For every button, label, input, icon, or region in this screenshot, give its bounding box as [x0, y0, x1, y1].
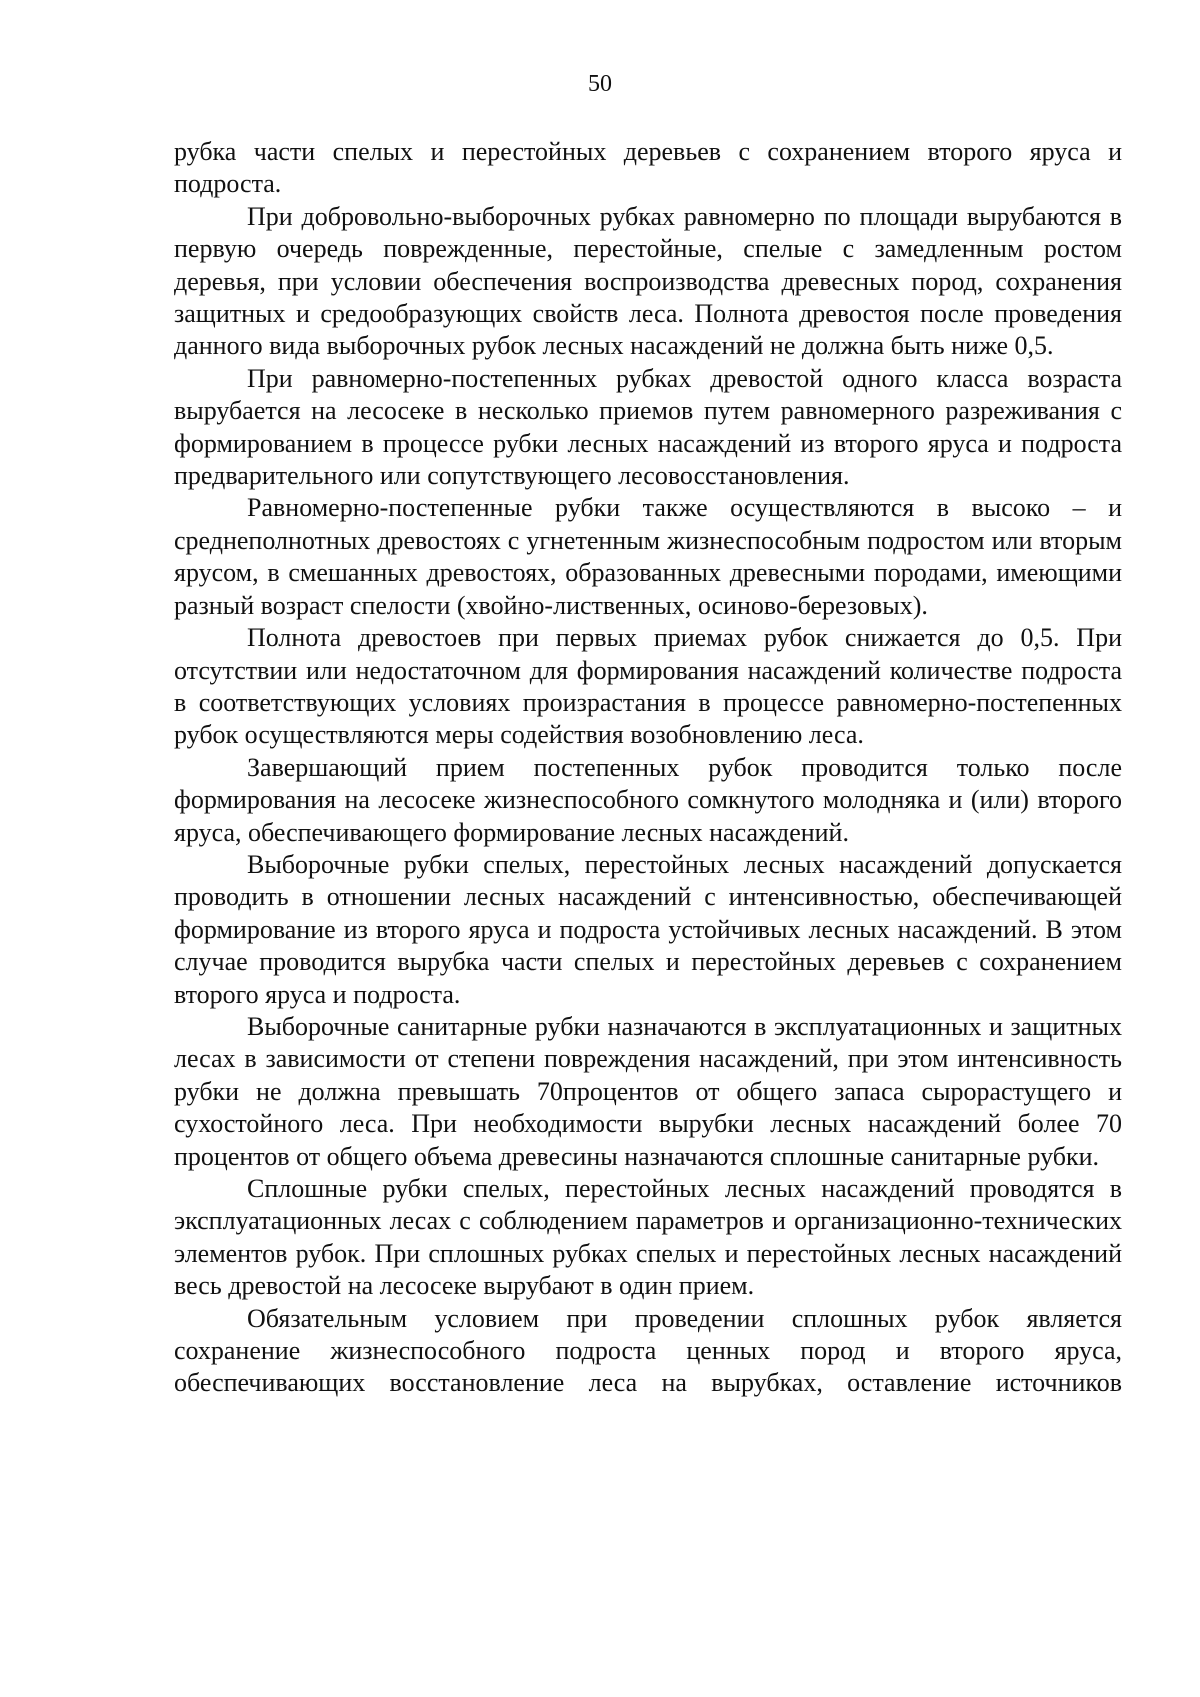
paragraph-final-gradual-felling: Завершающий прием постепенных рубок проводится только после формирования на лесосеке жизнеспособного сомкнутого молодняка и (или) второго яруса, обеспечивающего формирование лесных насаждений. [174, 752, 1122, 847]
paragraph-selective-felling: Выборочные рубки спелых, перестойных лесных насаждений допускается проводить в отношении лесных насаждений с интенсивностью, обеспечивающей формирование из второго яруса и подроста устойчивых лесных насаждений. В этом случае проводится вырубка части спелых и перестойных деревьев с сохранением второго яруса и подроста. [174, 849, 1122, 1009]
paragraph-clear-felling: Сплошные рубки спелых, перестойных лесных насаждений проводятся в эксплуатационных лесах с соблюдением параметров и организационно-технических элементов рубок. При сплошных рубках спелых и перестойных лесных насаждений весь древостой на лесосеке вырубают в один прием. [174, 1174, 1122, 1301]
paragraph-selective-sanitary-felling: Выборочные санитарные рубки назначаются в эксплуатационных и защитных лесах в зависимости от степени повреждения насаждений, при этом интенсивность рубки не должна превышать 70процентов от общего запаса сырорастущего и сухостойного леса. При необходимости вырубки лесных насаждений более 70 процентов от общего объема древесины назначаются сплошные санитарные рубки. [174, 1011, 1122, 1171]
page-number: 50 [588, 71, 612, 97]
paragraph-voluntary-selective-felling: При добровольно-выборочных рубках равномерно по площади вырубаются в первую очередь поврежденные, перестойные, спелые с замедленным ростом деревья, при условии обеспечения воспроизводства древесных пород, сохранения защитных и средообразующих свойств леса. Полнота древостоя после проведения данного вида выборочных рубок лесных насаждений не должна быть ниже 0,5. [174, 201, 1122, 361]
paragraph-uniform-gradual-felling-conditions: Равномерно-постепенные рубки также осуществляются в высоко – и среднеполнотных древостоях с угнетенным жизнеспособным подростом или вторым ярусом, в смешанных древостоях, образованных древесными породами, имеющими разный возраст спелости (хвойно-лиственных, осиново-березовых). [174, 493, 1122, 620]
paragraph-stand-density: Полнота древостоев при первых приемах рубок снижается до 0,5. При отсутствии или недостаточном для формирования насаждений количестве подроста в соответствующих условиях произрастания в процессе равномерно-постепенных рубок осуществляются меры содействия возобновлению леса. [174, 623, 1122, 750]
paragraph-uniform-gradual-felling: При равномерно-постепенных рубках древостой одного класса возраста вырубается на лесосеке в несколько приемов путем равномерного разреживания с формированием в процессе рубки лесных насаждений из второго яруса и подроста предварительного или сопутствующего лесовосстановления. [174, 363, 1122, 491]
document-body [174, 136, 1122, 1400]
paragraph-continuation: рубка части спелых и перестойных деревьев с сохранением второго яруса и подроста. [174, 137, 1122, 199]
paragraph-clear-felling-conditions: Обязательным условием при проведении сплошных рубок является сохранение жизнеспособного подроста ценных пород и второго яруса, обеспечивающих восстановление леса на вырубках, оставление источников [174, 1303, 1122, 1398]
